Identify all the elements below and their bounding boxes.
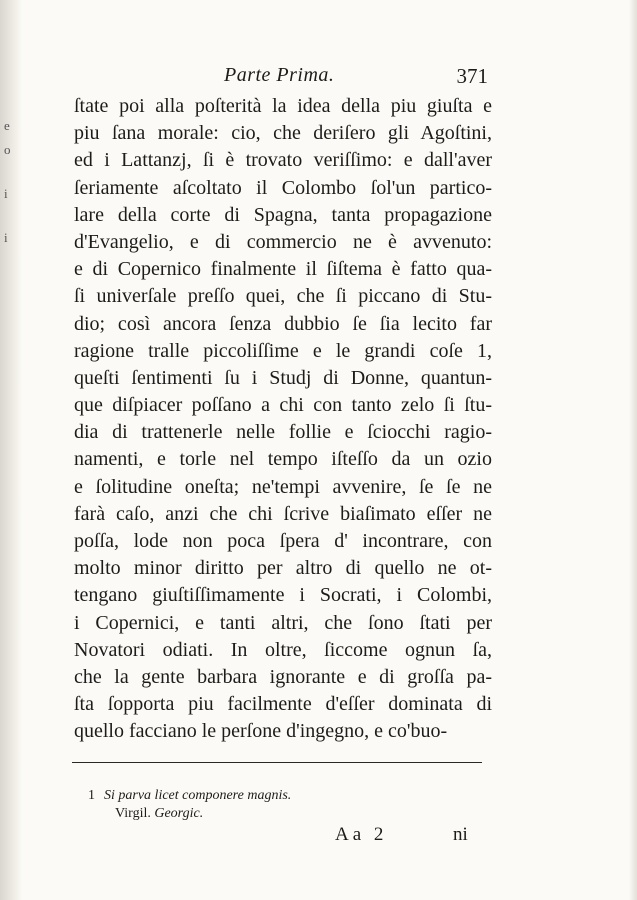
footnote-source-author: Virgil.: [115, 806, 151, 821]
facing-page-edge: [0, 0, 22, 900]
footnote-rule: [72, 762, 482, 763]
page-edge: [629, 0, 637, 900]
text-line: queſti ſentimenti ſu i Studj di Donne, quantun-: [74, 366, 492, 389]
footnote-marker: 1: [88, 788, 95, 803]
footnote-quote: Si parva licet componere magnis.: [104, 788, 292, 803]
text-line: Novatori odiati. In oltre, ſiccome ognun ſa,: [74, 638, 492, 661]
catchword: ni: [453, 824, 468, 845]
text-line: che la gente barbara ignorante e di groſſa pa-: [74, 665, 492, 688]
margin-mark: o: [4, 142, 11, 157]
running-title: Parte Prima.: [224, 64, 335, 86]
text-line: namenti, e torle nel tempo iſteſſo da un ozio: [74, 448, 492, 471]
footnote-source: [88, 805, 468, 823]
text-line: ſta ſopporta piu facilmente d'eſſer dominata di: [74, 693, 492, 716]
text-line: ſi univerſale preſſo quei, che ſi piccano di Stu-: [74, 285, 492, 308]
body-text: [74, 93, 492, 746]
margin-mark: i: [4, 186, 8, 201]
text-line: lare della corte di Spagna, tanta propagazione: [74, 203, 492, 226]
text-line: d'Evangelio, e di commercio ne è avvenuto:: [74, 230, 492, 253]
signature-mark: Aa 2: [335, 824, 388, 845]
text-line: i Copernici, e tanti altri, che ſono ſtati per: [74, 611, 492, 634]
text-line: e ſolitudine oneſta; ne'tempi avvenire, ſe ſe ne: [74, 475, 492, 498]
text-line: ſeriamente aſcoltato il Colombo ſol'un partico-: [74, 176, 492, 199]
text-line: ſtate poi alla poſterità la idea della piu giuſta e: [74, 95, 492, 117]
text-line: ragione tralle piccoliſſime e le grandi coſe 1,: [74, 339, 492, 362]
text-line: que diſpiacer poſſano a chi con tanto zelo ſi ſtu-: [74, 394, 492, 417]
margin-mark: i: [4, 230, 8, 245]
text-line: poſſa, lode non poca ſpera d' incontrare, con: [74, 530, 492, 552]
text-line: e di Copernico finalmente il ſiſtema è fatto qua-: [74, 258, 492, 281]
text-line: molto minor diritto per altro di quello ne ot-: [74, 557, 492, 580]
page-number: 371: [456, 64, 488, 88]
margin-mark: e: [4, 118, 10, 133]
text-line: tengano giuſtiſſimamente i Socrati, i Colombi,: [74, 584, 492, 607]
text-line: quello facciano le perſone d'ingegno, e co'buo-: [74, 720, 448, 743]
footnote-source-work: Georgic.: [154, 806, 204, 821]
text-line: farà caſo, anzi che chi ſcrive biaſimato eſſer ne: [74, 502, 492, 525]
text-line: ed i Lattanzj, ſi è trovato veriſſimo: e dall'aver: [74, 149, 492, 172]
text-line: piu ſana morale: cio, che deriſero gli Agoſtini,: [74, 122, 492, 145]
text-line: dia di trattenerle nelle follie e ſciocchi ragio-: [74, 421, 492, 444]
text-line: dio; così ancora ſenza dubbio ſe ſia lecito far: [74, 312, 492, 335]
footnote: [88, 787, 468, 823]
page-header: [74, 60, 492, 90]
